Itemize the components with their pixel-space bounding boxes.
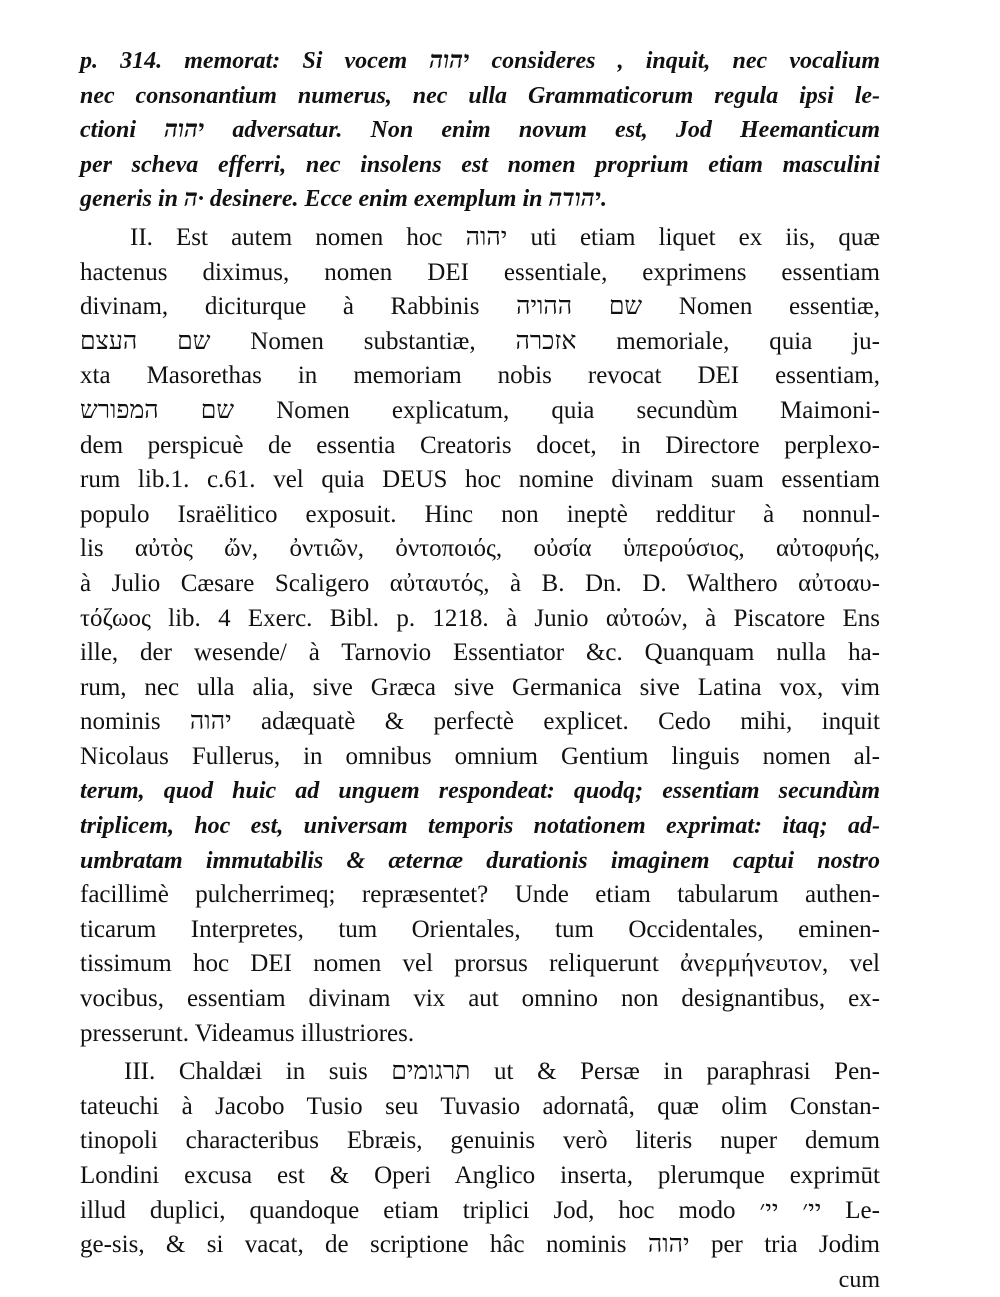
book-page [80,44,880,1297]
text-line: nominis יהוה adæquatè & perfectè explicet. Cedo mihi, inquit [80,708,880,736]
text-line: illud duplici, quandoque etiam triplici Jod, hoc modo יי׳ יי׳ Le- [80,1196,880,1224]
text-line: à Julio Cæsare Scaligero αὐταυτός, à B. Dn. D. Walthero αὐτοαυ- [80,569,880,597]
text-line: III. Chaldæi in suis תרגומים ut & Persæ in paraphrasi Pen- [124,1058,880,1086]
text-line: II. Est autem nomen hoc יהוה uti etiam liquet ex iis, quæ [130,223,880,251]
text-line: tinopoli characteribus Ebræis, genuinis verò literis nuper demum [80,1127,880,1155]
text-line: umbratam immutabilis & æternæ durationis imaginem captui nostro [80,847,880,874]
text-line: ticarum Interpretes, tum Orientales, tum Occidentales, eminen- [80,915,880,943]
text-line: שם העצם Nomen substantiæ, אזכרה memoriale, quia ju- [80,327,880,355]
text-line: rum lib.1. c.61. vel quia DEUS hoc nomine divinam suam essentiam [80,466,880,494]
text-line: Londini excusa est & Operi Anglico inserta, plerumque exprimūt [80,1162,880,1189]
text-line: hactenus diximus, nomen DEI essentiale, exprimens essentiam [80,258,880,286]
text-line: triplicem, hoc est, universam temporis notationem exprimat: itaq; ad- [80,813,880,840]
text-line: tateuchi à Jacobo Tusio seu Tuvasio adornatâ, quæ olim Constan- [80,1092,880,1120]
text-line: populo Israëlitico exposuit. Hinc non ineptè redditur à nonnul- [80,500,880,528]
text-line: rum, nec ulla alia, sive Græca sive Germanica sive Latina vox, vim [80,673,880,701]
text-line: ille, der wesende/ à Tarnovio Essentiator &c. Quanquam nulla ha- [80,639,880,667]
text-line: ctioni יהוה adversatur. Non enim novum est, Jod Heemanticum [80,117,880,144]
text-line: p. 314. memorat: Si vocem יהוה consideres , inquit, nec vocalium [80,48,881,74]
text-line: nec consonantium numerus, nec ulla Grammaticorum regula ipsi le- [80,82,880,109]
text-line: Nicolaus Fullerus, in omnibus omnium Gentium linguis nomen al- [80,742,880,770]
text-line: divinam, diciturque à Rabbinis שם ההויה Nomen essentiæ, [80,293,880,321]
catchword: cum [838,1266,880,1293]
text-line: ge-sis, & si vacat, de scriptione hâc nominis יהוה per tria Jodim [80,1231,880,1259]
text-line: xta Masorethas in memoriam nobis revocat DEI essentiam, [80,362,880,390]
text-line: facillimè pulcherrimeq; repræsentet? Unde etiam tabularum authen- [80,881,880,909]
text-line: per scheva efferri, nec insolens est nomen proprium etiam masculini [80,151,880,178]
text-line: tissimum hoc DEI nomen vel prorsus reliquerunt ἀνερμήνευτον, vel [80,950,880,978]
text-line: dem perspicuè de essentia Creatoris docet, in Directore perplexo- [80,431,880,459]
text-line: vocibus, essentiam divinam vix aut omnino non designantibus, ex- [80,985,880,1013]
text-line: שם המפורש Nomen explicatum, quia secundùm Maimoni- [80,396,880,424]
text-line: lis αὐτὸς ὤν, ὀντιῶν, ὀντοποιός, οὐσία ὑπερούσιος, αὐτοφυής, [80,535,880,563]
text-line: generis in ה· desinere. Ecce enim exemplum in יהודה. [80,186,607,213]
text-line: presserunt. Videamus illustriores. [80,1019,415,1047]
text-line: terum, quod huic ad unguem respondeat: quodq; essentiam secundùm [80,778,880,805]
text-line: τόζωος lib. 4 Exerc. Bibl. p. 1218. à Junio αὐτοών, à Piscatore Ens [80,604,880,632]
